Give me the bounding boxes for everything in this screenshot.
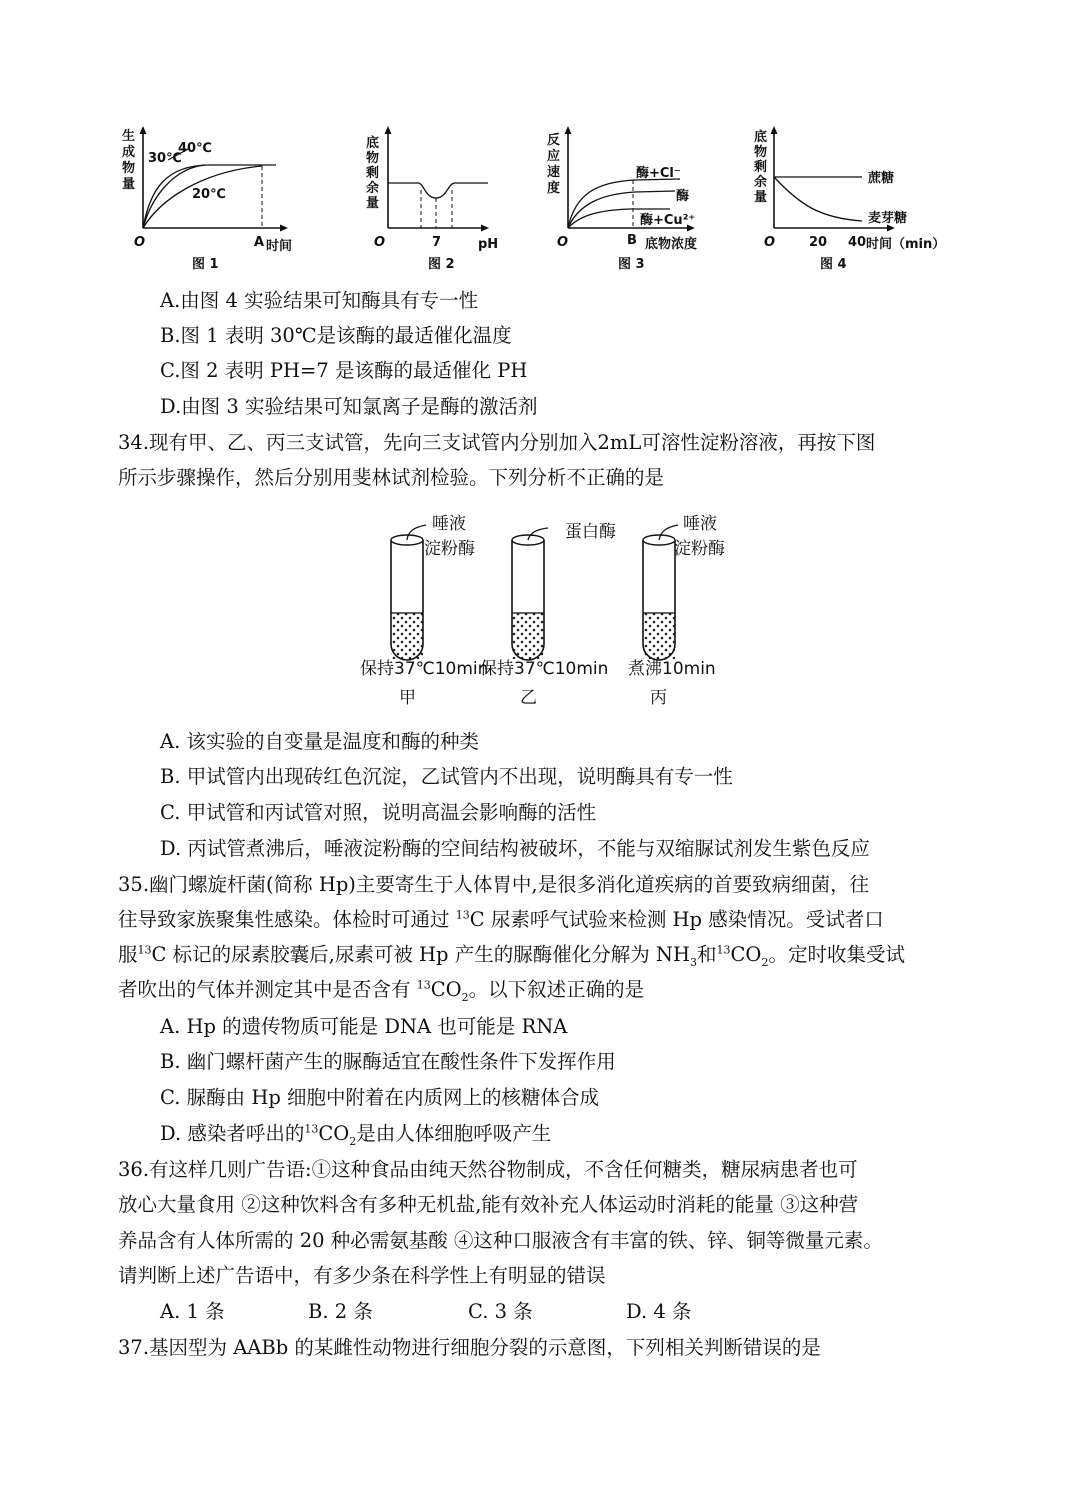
q35-option-c: C. 脲酶由 Hp 细胞中附着在内质网上的核糖体合成	[160, 1086, 600, 1109]
tube-jia-reagent-2: 淀粉酶	[424, 539, 475, 559]
fig3-curve-cu: 酶+Cu²⁺	[640, 213, 696, 228]
tube-yi-name: 乙	[520, 688, 537, 708]
q34-option-b: B. 甲试管内出现砖红色沉淀，乙试管内不出现，说明酶具有专一性	[160, 765, 733, 788]
fig2-ylabel-2: 剩	[366, 166, 380, 181]
fig4-ylabel-3: 余	[754, 175, 768, 190]
fig1-curve-30: 30℃	[148, 151, 182, 166]
q33-option-b: B.图 1 表明 30℃是该酶的最适催化温度	[160, 324, 512, 347]
fig3-ylabel-2: 速	[547, 165, 561, 180]
tube-jia-name: 甲	[399, 688, 416, 708]
figure-3	[547, 126, 697, 272]
q36-stem-line-2: 放心大量食用 ②这种饮料含有多种无机盐,能有效补充人体运动时消耗的能量 ③这种营	[118, 1193, 859, 1216]
q35-stem-line-1: 35.幽门螺旋杆菌(简称 Hp)主要寄生于人体胃中,是很多消化道疾病的首要致病细菌，往	[118, 873, 870, 896]
tube-yi-condition: 保持37℃10min	[480, 659, 609, 679]
tube-jia	[360, 514, 488, 708]
fig3-caption: 图 3	[618, 257, 645, 272]
fig1-xtick: A	[254, 235, 265, 250]
fig2-xtick: 7	[432, 235, 442, 250]
fig3-curve-cl: 酶+Cl⁻	[636, 166, 681, 181]
fig4-ylabel-0: 底	[754, 130, 768, 145]
test-tube-figure	[360, 514, 725, 708]
q35-option-b: B. 幽门螺杆菌产生的脲酶适宜在酸性条件下发挥作用	[160, 1050, 616, 1073]
q34-option-c: C. 甲试管和丙试管对照，说明高温会影响酶的活性	[160, 801, 597, 824]
q33-option-c: C.图 2 表明 PH=7 是该酶的最适催化 PH	[160, 359, 528, 382]
fig1-curve-20: 20℃	[192, 187, 226, 202]
q35-option-a: A. Hp 的遗传物质可能是 DNA 也可能是 RNA	[160, 1015, 568, 1038]
fig2-ylabel-4: 量	[366, 196, 380, 211]
q36-option-d: D. 4 条	[626, 1300, 692, 1323]
q35-option-d: D. 感染者呼出的$^{13}CO_2$是由人体细胞呼吸产生	[160, 1122, 552, 1148]
q36-stem-line-4: 请判断上述广告语中，有多少条在科学性上有明显的错误	[118, 1264, 606, 1287]
fig4-caption: 图 4	[820, 257, 847, 272]
tube-yi	[480, 522, 616, 708]
q35-stem-line-2: 往导致家族聚集性感染。体检时可通过 $^{13}$C 尿素呼气试验来检测 Hp 感染情况。受试者口	[118, 908, 884, 931]
figure-2	[366, 126, 498, 272]
fig4-ylabel-2: 剩	[754, 160, 768, 175]
fig1-origin: O	[134, 235, 146, 250]
q36-option-c: C. 3 条	[468, 1300, 533, 1323]
tube-bing	[628, 514, 725, 708]
q35-stem-line-3: 服$^{13}$C 标记的尿素胶囊后,尿素可被 Hp 产生的脲酶催化分解为 $NH_3$和$^{13}CO_2$。定时收集受试	[118, 943, 905, 969]
tube-jia-reagent-1: 唾液	[432, 514, 466, 534]
fig2-ylabel-1: 物	[366, 151, 380, 166]
tube-bing-condition: 煮沸10min	[628, 659, 716, 679]
fig1-ylabel-0: 生	[122, 129, 136, 144]
fig3-origin: O	[557, 235, 569, 250]
fig4-curve-maltose: 麦芽糖	[868, 211, 908, 226]
fig3-curve-enzyme: 酶	[676, 189, 690, 204]
fig2-caption: 图 2	[428, 257, 455, 272]
fig3-ylabel-0: 反	[547, 133, 561, 148]
fig3-ylabel-3: 度	[547, 181, 561, 196]
fig4-xtick-20: 20	[809, 235, 828, 250]
fig4-xlabel: 时间（min）	[866, 237, 946, 252]
fig4-curve-sucrose: 蔗糖	[868, 171, 895, 186]
fig2-ylabel-3: 余	[366, 181, 380, 196]
tube-bing-reagent-2: 淀粉酶	[674, 539, 725, 559]
fig4-ylabel-4: 量	[754, 190, 768, 205]
fig2-origin: O	[374, 235, 386, 250]
fig2-ylabel-0: 底	[366, 136, 380, 151]
fig2-xlabel: pH	[478, 237, 499, 252]
fig1-ylabel-3: 量	[122, 177, 136, 192]
q34-option-d: D. 丙试管煮沸后，唾液淀粉酶的空间结构被破坏，不能与双缩脲试剂发生紫色反应	[160, 837, 870, 860]
q36-option-b: B. 2 条	[308, 1300, 373, 1323]
q37-stem-line-1: 37.基因型为 AABb 的某雌性动物进行细胞分裂的示意图，下列相关判断错误的是	[118, 1336, 821, 1359]
q34-stem-line-2: 所示步骤操作，然后分别用斐林试剂检验。下列分析不正确的是	[118, 466, 665, 489]
q36-stem-line-3: 养品含有人体所需的 20 种必需氨基酸 ④这种口服液含有丰富的铁、锌、铜等微量元素。	[118, 1229, 883, 1252]
fig1-ylabel-2: 物	[122, 161, 136, 176]
tube-bing-reagent-1: 唾液	[683, 514, 717, 534]
tube-bing-name: 丙	[650, 688, 667, 708]
q34-stem-line-1: 34.现有甲、乙、丙三支试管，先向三支试管内分别加入2mL可溶性淀粉溶液，再按下图	[118, 431, 876, 454]
fig1-curve-40: 40℃	[178, 141, 212, 156]
fig1-ylabel-1: 成	[122, 145, 136, 160]
figure-1	[122, 126, 292, 272]
figure-4	[754, 126, 945, 272]
fig3-xlabel: 底物浓度	[645, 237, 698, 252]
q33-option-d: D.由图 3 实验结果可知氯离子是酶的激活剂	[160, 395, 538, 418]
fig4-xtick-40: 40	[848, 235, 867, 250]
q36-stem-line-1: 36.有这样几则广告语:①这种食品由纯天然谷物制成，不含任何糖类，糖尿病患者也可	[118, 1158, 858, 1181]
q35-stem-line-4: 者吹出的气体并测定其中是否含有 $^{13}CO_2$。以下叙述正确的是	[118, 978, 645, 1004]
fig1-xlabel: 时间	[266, 239, 293, 254]
fig1-caption: 图 1	[192, 257, 219, 272]
fig4-ylabel-1: 物	[754, 145, 768, 160]
q33-option-a: A.由图 4 实验结果可知酶具有专一性	[160, 289, 479, 312]
fig3-xtick: B	[627, 233, 637, 248]
fig3-ylabel-1: 应	[547, 149, 561, 164]
tube-yi-reagent-1: 蛋白酶	[565, 522, 616, 542]
tube-jia-condition: 保持37℃10min	[360, 659, 489, 679]
fig4-origin: O	[764, 235, 776, 250]
q34-option-a: A. 该实验的自变量是温度和酶的种类	[160, 730, 479, 753]
q36-option-a: A. 1 条	[160, 1300, 225, 1323]
